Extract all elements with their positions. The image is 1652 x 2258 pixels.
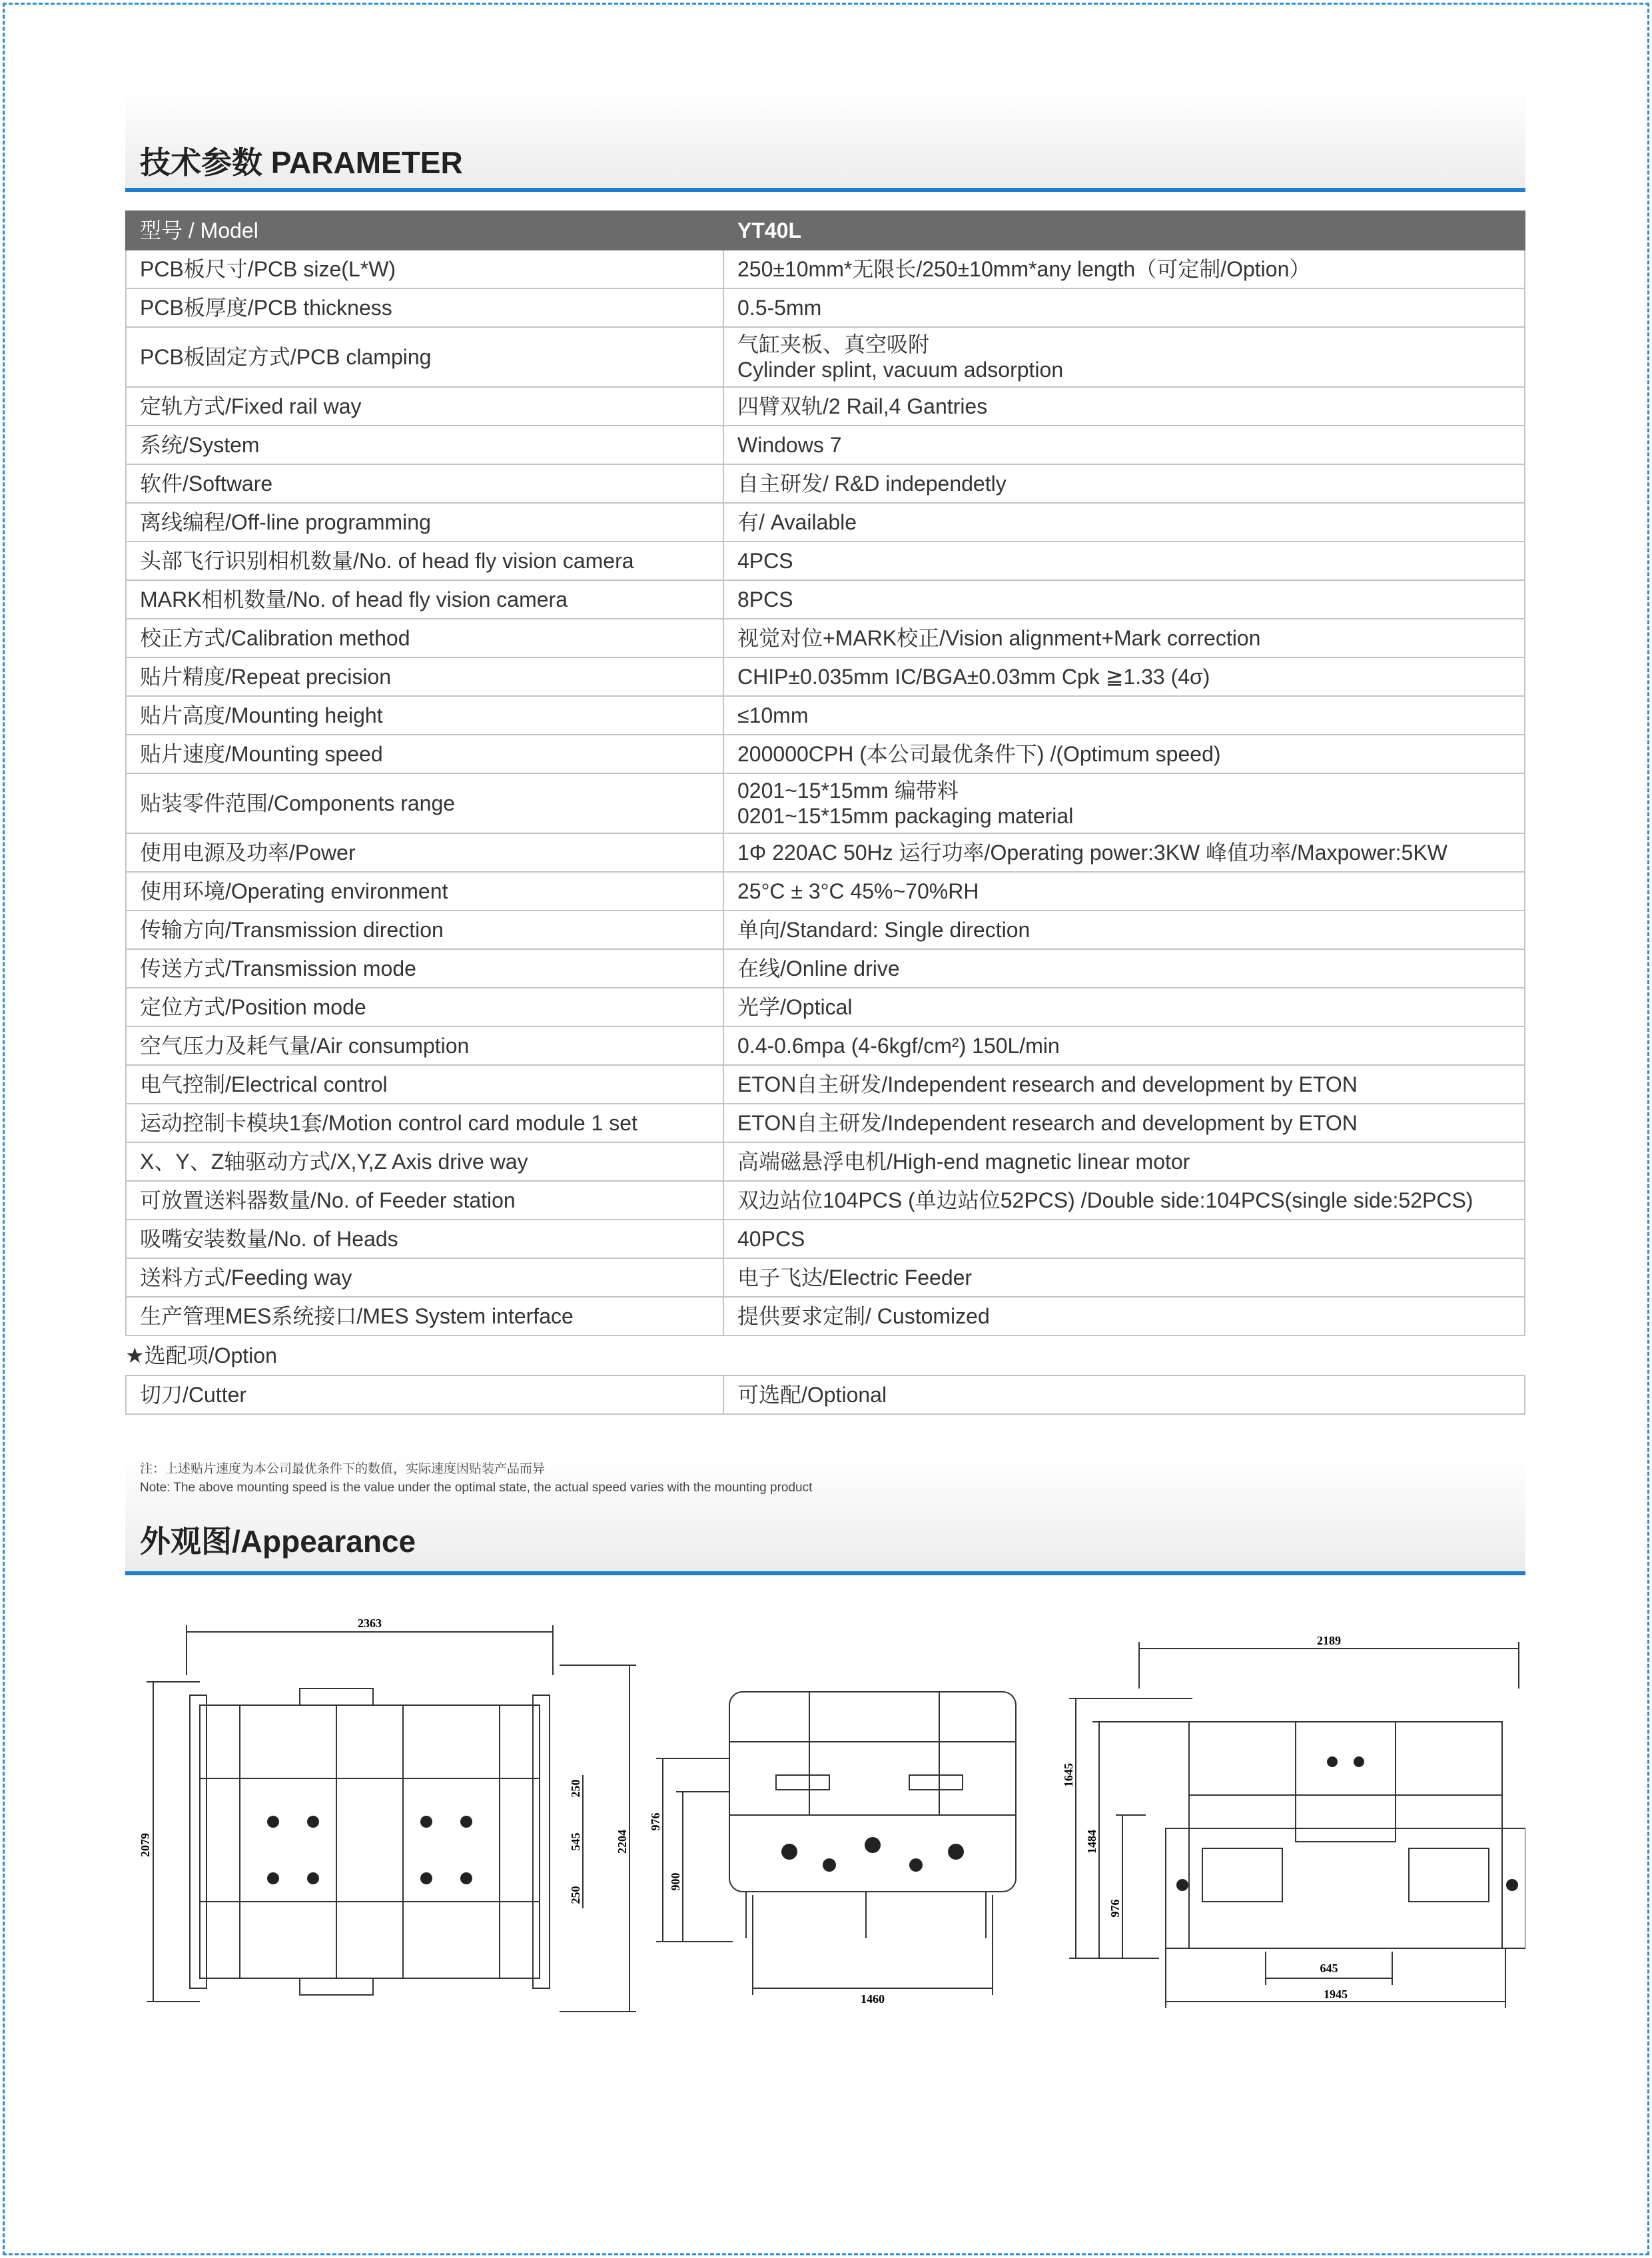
dim-h1: 976 — [649, 1812, 662, 1831]
param-name: 校正方式/Calibration method — [126, 619, 723, 657]
table-row — [126, 1104, 1525, 1142]
table-row — [126, 387, 1525, 426]
table-row — [126, 1220, 1525, 1258]
dim-overall: 2204 — [616, 1830, 629, 1854]
param-value: 25°C ± 3°C 45%~70%RH — [723, 872, 1525, 911]
param-name: 软件/Software — [126, 464, 723, 503]
option-table — [125, 1375, 1525, 1415]
param-value: ETON自主研发/Independent research and development by ETON — [723, 1065, 1525, 1104]
param-value: 四臂双轨/2 Rail,4 Gantries — [723, 387, 1525, 426]
table-row — [126, 1375, 1525, 1414]
param-name: MARK相机数量/No. of head fly vision camera — [126, 580, 723, 619]
table-row — [126, 1142, 1525, 1181]
dim-h2: 900 — [669, 1872, 682, 1891]
dim-side-d1: 645 — [1320, 1962, 1338, 1975]
table-row — [126, 580, 1525, 619]
table-row — [126, 327, 1525, 387]
dim-d3: 250 — [569, 1886, 582, 1904]
param-value: 自主研发/ R&D independetly — [723, 464, 1525, 503]
dim-side-h2: 1484 — [1085, 1830, 1098, 1854]
note-cn: 注：上述贴片速度为本公司最优条件下的数值，实际速度因贴装产品而异 — [140, 1462, 546, 1476]
param-name: PCB板厚度/PCB thickness — [126, 288, 723, 327]
param-value: 4PCS — [723, 542, 1525, 580]
param-value: 单向/Standard: Single direction — [723, 911, 1525, 949]
header-model: 型号 / Model — [126, 211, 723, 250]
param-value: 双边站位104PCS (单边站位52PCS) /Double side:104PCS(single side:52PCS) — [723, 1181, 1525, 1220]
param-name: 可放置送料器数量/No. of Feeder station — [126, 1181, 723, 1220]
dim-side-h3: 976 — [1108, 1899, 1122, 1918]
appearance-header-band — [125, 1455, 1525, 1571]
note-en: Note: The above mounting speed is the value under the optimal state, the actual speed varies with the mounting product — [140, 1481, 813, 1495]
option-label: ★选配项/Option — [125, 1343, 277, 1367]
param-value: CHIP±0.035mm IC/BGA±0.03mm Cpk ≧1.33 (4σ) — [723, 657, 1525, 696]
table-row — [126, 949, 1525, 988]
table-row — [126, 696, 1525, 735]
param-name: 定位方式/Position mode — [126, 988, 723, 1026]
option-value: 可选配/Optional — [723, 1375, 1525, 1414]
param-name: 传输方向/Transmission direction — [126, 911, 723, 949]
param-value: 200000CPH (本公司最优条件下) /(Optimum speed) — [723, 735, 1525, 773]
drawings-row — [133, 1575, 1525, 2022]
param-name: 贴装零件范围/Components range — [126, 773, 723, 833]
top-view-drawing — [133, 1609, 646, 2022]
param-value: 气缸夹板、真空吸附 Cylinder splint, vacuum adsorption — [723, 327, 1525, 387]
param-value: 0.5-5mm — [723, 288, 1525, 327]
param-name: 贴片精度/Repeat precision — [126, 657, 723, 696]
dim-side-h1: 1645 — [1062, 1763, 1075, 1787]
dim-d1: 250 — [569, 1779, 582, 1798]
front-view-drawing — [646, 1675, 1046, 2008]
param-name: 头部飞行识别相机数量/No. of head fly vision camera — [126, 542, 723, 580]
table-row — [126, 250, 1525, 288]
table-row — [126, 619, 1525, 657]
option-name: 切刀/Cutter — [126, 1375, 723, 1414]
param-value: 0201~15*15mm 编带料 0201~15*15mm packaging material — [723, 773, 1525, 833]
param-value: 0.4-0.6mpa (4-6kgf/cm²) 150L/min — [723, 1026, 1525, 1065]
param-value: 1Φ 220AC 50Hz 运行功率/Operating power:3KW 峰值功率/Maxpower:5KW — [723, 833, 1525, 872]
param-value: 视觉对位+MARK校正/Vision alignment+Mark correction — [723, 619, 1525, 657]
content-flow — [125, 210, 1525, 2022]
param-name: 贴片速度/Mounting speed — [126, 735, 723, 773]
param-name: 送料方式/Feeding way — [126, 1258, 723, 1297]
dim-side-w: 2189 — [1317, 1634, 1341, 1647]
param-value: 光学/Optical — [723, 988, 1525, 1026]
param-name: 贴片高度/Mounting height — [126, 696, 723, 735]
side-view-drawing — [1059, 1629, 1525, 2015]
dim-w: 1460 — [861, 1992, 885, 2006]
table-row — [126, 773, 1525, 833]
header-model-value: YT40L — [723, 211, 1525, 250]
table-row — [126, 464, 1525, 503]
table-row — [126, 1065, 1525, 1104]
param-name: 使用环境/Operating environment — [126, 872, 723, 911]
param-value: Windows 7 — [723, 426, 1525, 464]
table-header-row — [126, 211, 1525, 250]
param-value: 有/ Available — [723, 503, 1525, 542]
table-row — [126, 503, 1525, 542]
dim-d2: 545 — [569, 1832, 582, 1851]
parameter-table — [125, 210, 1525, 1336]
table-row — [126, 911, 1525, 949]
table-row — [126, 1026, 1525, 1065]
table-row — [126, 1181, 1525, 1220]
param-name: PCB板尺寸/PCB size(L*W) — [126, 250, 723, 288]
table-row — [126, 657, 1525, 696]
param-name: 运动控制卡模块1套/Motion control card module 1 set — [126, 1104, 723, 1142]
param-value: 250±10mm*无限长/250±10mm*any length（可定制/Option） — [723, 250, 1525, 288]
param-name: 电气控制/Electrical control — [126, 1065, 723, 1104]
table-row — [126, 872, 1525, 911]
param-name: 空气压力及耗气量/Air consumption — [126, 1026, 723, 1065]
table-row — [126, 288, 1525, 327]
dim-depth: 2079 — [139, 1833, 152, 1857]
param-name: X、Y、Z轴驱动方式/X,Y,Z Axis drive way — [126, 1142, 723, 1181]
param-name: 使用电源及功率/Power — [126, 833, 723, 872]
table-row — [126, 542, 1525, 580]
param-value: 40PCS — [723, 1220, 1525, 1258]
param-name: 吸嘴安装数量/No. of Heads — [126, 1220, 723, 1258]
param-name: 传送方式/Transmission mode — [126, 949, 723, 988]
dim-side-d2: 1945 — [1324, 1988, 1348, 2001]
param-name: 离线编程/Off-line programming — [126, 503, 723, 542]
table-row — [126, 1297, 1525, 1335]
param-value: ETON自主研发/Independent research and development by ETON — [723, 1104, 1525, 1142]
param-value: 电子飞达/Electric Feeder — [723, 1258, 1525, 1297]
parameter-title-underline — [125, 188, 1525, 192]
table-row — [126, 833, 1525, 872]
param-value: 在线/Online drive — [723, 949, 1525, 988]
table-row — [126, 988, 1525, 1026]
param-value: ≤10mm — [723, 696, 1525, 735]
param-name: 定轨方式/Fixed rail way — [126, 387, 723, 426]
param-name: 系统/System — [126, 426, 723, 464]
param-value: 提供要求定制/ Customized — [723, 1297, 1525, 1335]
dim-width: 2363 — [358, 1617, 382, 1630]
table-row — [126, 426, 1525, 464]
appearance-title: 外观图/Appearance — [140, 1524, 416, 1559]
parameter-title: 技术参数 PARAMETER — [140, 145, 463, 180]
param-value: 8PCS — [723, 580, 1525, 619]
table-row — [126, 1258, 1525, 1297]
table-row — [126, 735, 1525, 773]
param-name: PCB板固定方式/PCB clamping — [126, 327, 723, 387]
param-value: 高端磁悬浮电机/High-end magnetic linear motor — [723, 1142, 1525, 1181]
param-name: 生产管理MES系统接口/MES System interface — [126, 1297, 723, 1335]
